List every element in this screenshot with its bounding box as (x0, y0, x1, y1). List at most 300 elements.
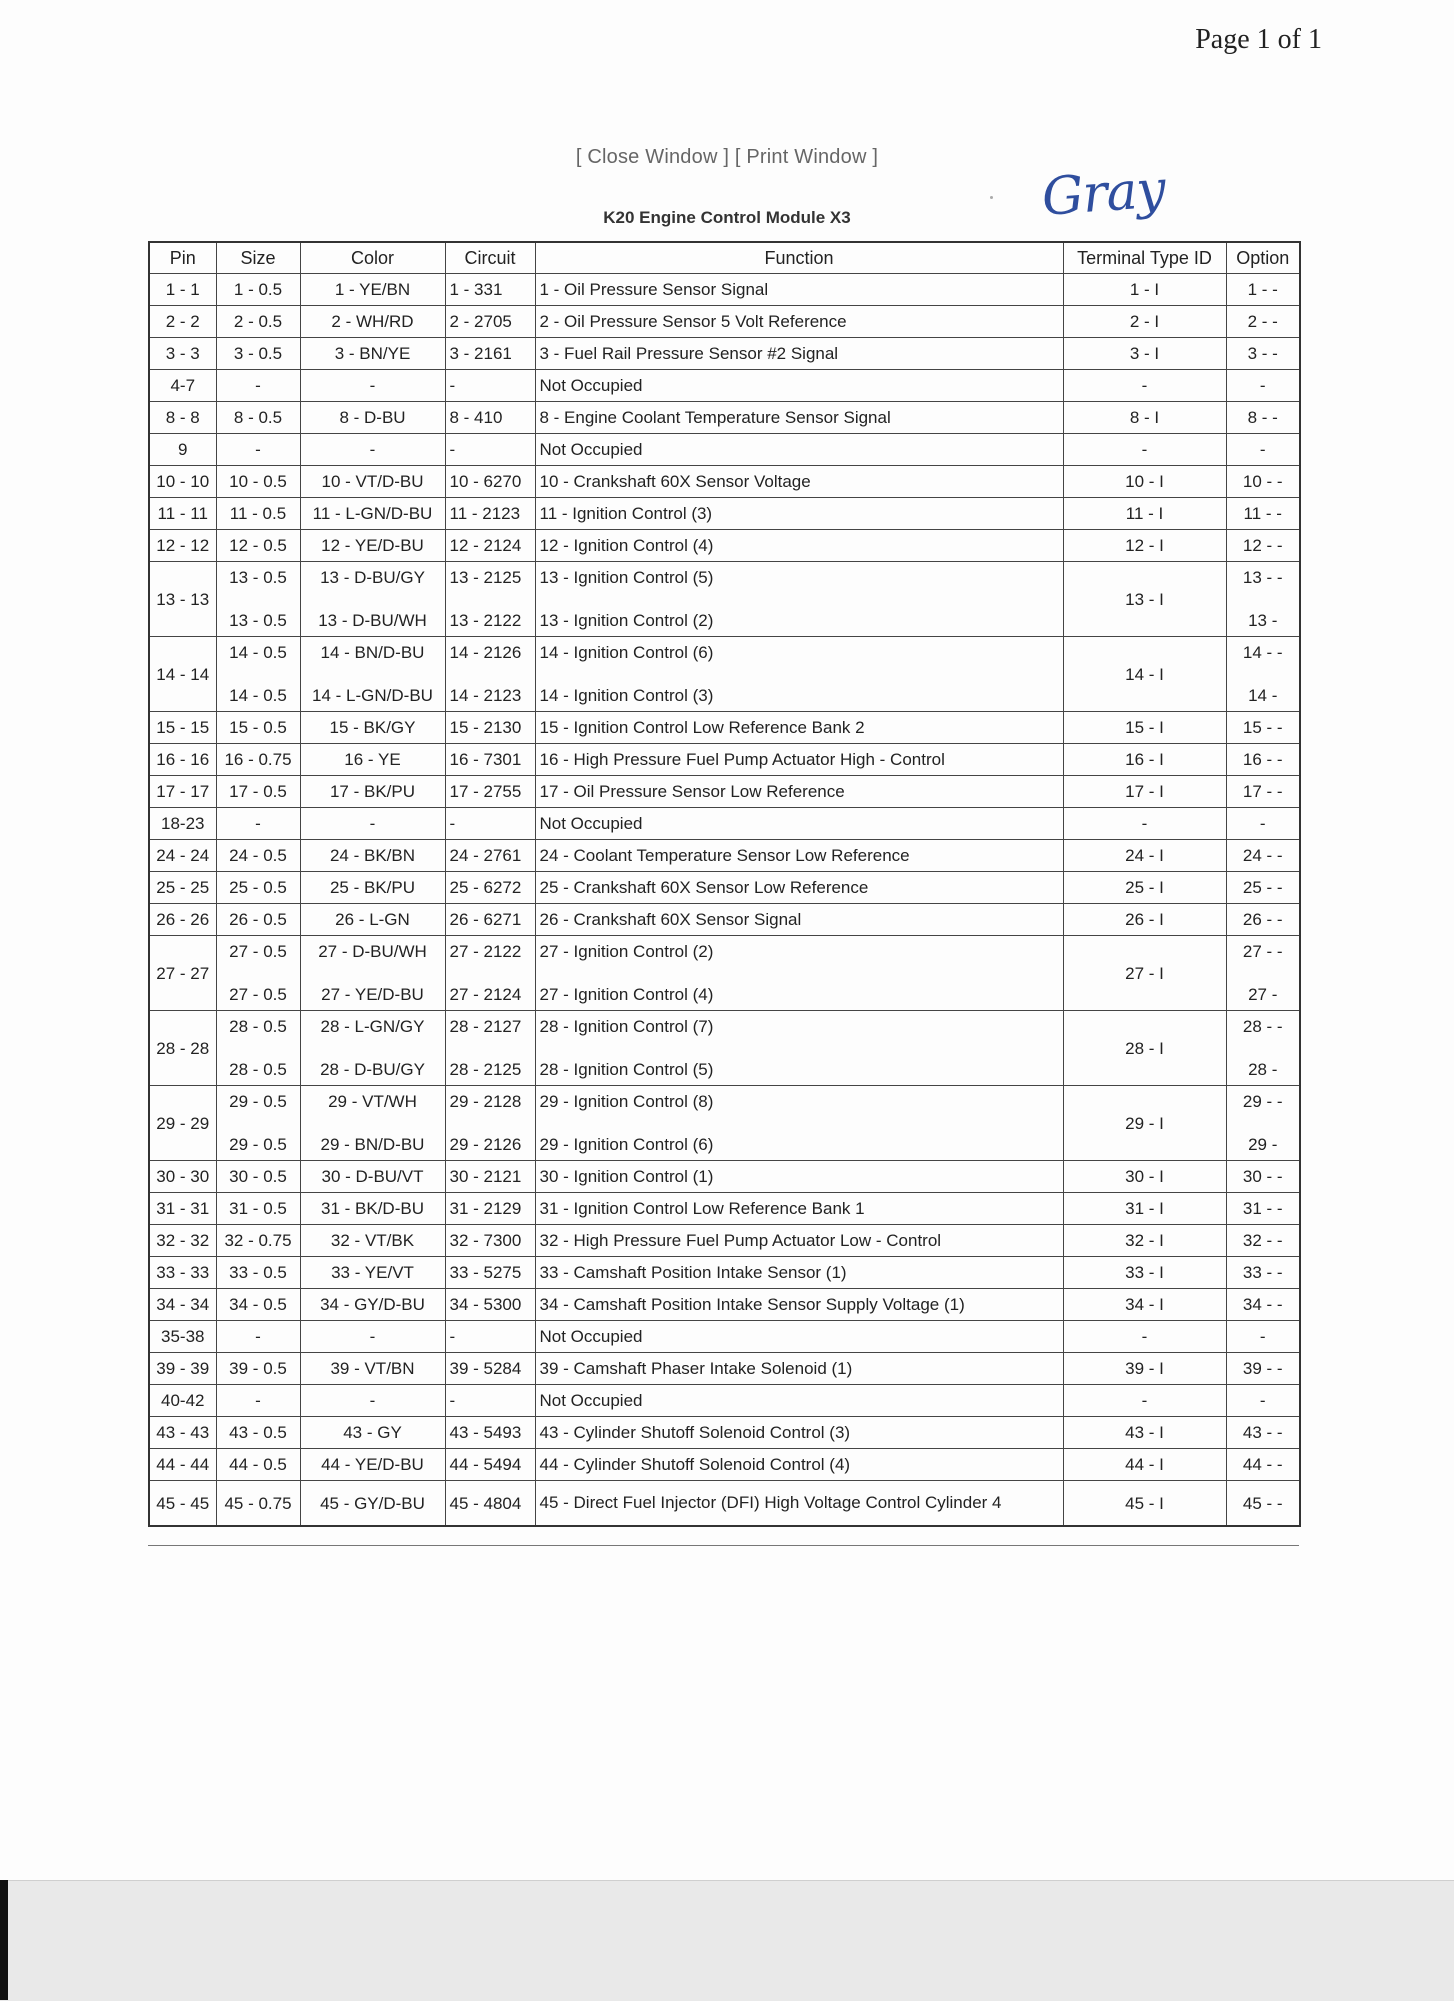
table-row (149, 1257, 1300, 1289)
print-window-link[interactable]: [ Print Window ] (734, 146, 879, 168)
cell-color (300, 1086, 445, 1161)
cell-circuit-line: 14 - 2123 (449, 686, 522, 705)
cell-function: 25 - Crankshaft 60X Sensor Low Reference (535, 872, 1063, 904)
cell-terminal-type-id: 29 - I (1063, 1086, 1226, 1161)
cell-option: 26 - - (1226, 904, 1300, 936)
table-bottom-rule (148, 1545, 1299, 1546)
cell-option: 2 - - (1226, 306, 1300, 338)
cell-terminal-type-id: 24 - I (1063, 840, 1226, 872)
cell-function: 45 - Direct Fuel Injector (DFI) High Voltage Control Cylinder 4 (535, 1481, 1063, 1527)
cell-function: Not Occupied (535, 1385, 1063, 1417)
cell-terminal-type-id: 44 - I (1063, 1449, 1226, 1481)
cell-circuit: 43 - 5493 (445, 1417, 535, 1449)
cell-pin: 29 - 29 (149, 1086, 216, 1161)
cell-size: 39 - 0.5 (216, 1353, 300, 1385)
cell-size: 32 - 0.75 (216, 1225, 300, 1257)
cell-function: 16 - High Pressure Fuel Pump Actuator High - Control (535, 744, 1063, 776)
cell-pin: 8 - 8 (149, 402, 216, 434)
cell-terminal-type-id: - (1063, 1321, 1226, 1353)
cell-function-line: 29 - Ignition Control (8) (539, 1092, 714, 1111)
cell-terminal-type-id: 25 - I (1063, 872, 1226, 904)
cell-option: 10 - - (1226, 466, 1300, 498)
table-row (149, 1193, 1300, 1225)
cell-option-line: 29 - (1248, 1135, 1278, 1154)
cell-size: 16 - 0.75 (216, 744, 300, 776)
cell-terminal-type-id: 3 - I (1063, 338, 1226, 370)
cell-circuit-line: 13 - 2122 (449, 611, 522, 630)
cell-function (535, 1086, 1063, 1161)
header-function: Function (535, 242, 1063, 274)
cell-size: 3 - 0.5 (216, 338, 300, 370)
cell-circuit: - (445, 1321, 535, 1353)
cell-terminal-type-id: - (1063, 434, 1226, 466)
cell-size-line: 27 - 0.5 (229, 942, 287, 961)
cell-color: 8 - D-BU (300, 402, 445, 434)
cell-color-line: 28 - D-BU/GY (320, 1060, 425, 1079)
cell-option (1226, 936, 1300, 1011)
cell-circuit: 26 - 6271 (445, 904, 535, 936)
cell-function: 12 - Ignition Control (4) (535, 530, 1063, 562)
cell-circuit (445, 637, 535, 712)
cell-size: 15 - 0.5 (216, 712, 300, 744)
cell-function (535, 562, 1063, 637)
cell-color: 33 - YE/VT (300, 1257, 445, 1289)
cell-color: 1 - YE/BN (300, 274, 445, 306)
cell-option: 31 - - (1226, 1193, 1300, 1225)
cell-terminal-type-id: 32 - I (1063, 1225, 1226, 1257)
close-window-link[interactable]: [ Close Window ] (575, 146, 730, 168)
table-row (149, 712, 1300, 744)
header-option: Option (1226, 242, 1300, 274)
cell-terminal-type-id: 43 - I (1063, 1417, 1226, 1449)
pinout-table (148, 241, 1301, 1527)
table-row (149, 1225, 1300, 1257)
cell-function: 32 - High Pressure Fuel Pump Actuator Low - Control (535, 1225, 1063, 1257)
cell-color: 15 - BK/GY (300, 712, 445, 744)
cell-option: 24 - - (1226, 840, 1300, 872)
cell-function: 39 - Camshaft Phaser Intake Solenoid (1) (535, 1353, 1063, 1385)
cell-color: - (300, 1321, 445, 1353)
cell-size: 17 - 0.5 (216, 776, 300, 808)
cell-function: 43 - Cylinder Shutoff Solenoid Control (3) (535, 1417, 1063, 1449)
cell-pin: 28 - 28 (149, 1011, 216, 1086)
cell-color (300, 936, 445, 1011)
cell-function: 30 - Ignition Control (1) (535, 1161, 1063, 1193)
cell-circuit: 39 - 5284 (445, 1353, 535, 1385)
cell-color: 45 - GY/D-BU (300, 1481, 445, 1527)
cell-pin: 27 - 27 (149, 936, 216, 1011)
cell-terminal-type-id: - (1063, 1385, 1226, 1417)
cell-circuit: 12 - 2124 (445, 530, 535, 562)
cell-pin: 17 - 17 (149, 776, 216, 808)
cell-option (1226, 637, 1300, 712)
scan-speck (990, 196, 993, 199)
cell-circuit-line: 29 - 2126 (449, 1135, 522, 1154)
cell-function: 8 - Engine Coolant Temperature Sensor Signal (535, 402, 1063, 434)
cell-color: 25 - BK/PU (300, 872, 445, 904)
cell-color-line: 28 - L-GN/GY (320, 1017, 425, 1036)
cell-color (300, 1011, 445, 1086)
cell-color: - (300, 434, 445, 466)
cell-color: 26 - L-GN (300, 904, 445, 936)
cell-circuit: 2 - 2705 (445, 306, 535, 338)
cell-function: 3 - Fuel Rail Pressure Sensor #2 Signal (535, 338, 1063, 370)
cell-option (1226, 1086, 1300, 1161)
cell-circuit: 3 - 2161 (445, 338, 535, 370)
cell-terminal-type-id: 27 - I (1063, 936, 1226, 1011)
cell-circuit-line: 29 - 2128 (449, 1092, 522, 1111)
cell-size: 44 - 0.5 (216, 1449, 300, 1481)
cell-terminal-type-id: 16 - I (1063, 744, 1226, 776)
table-row (149, 306, 1300, 338)
cell-color: - (300, 370, 445, 402)
cell-color: 16 - YE (300, 744, 445, 776)
cell-option-line: 14 - (1248, 686, 1278, 705)
cell-terminal-type-id: 33 - I (1063, 1257, 1226, 1289)
cell-option: 39 - - (1226, 1353, 1300, 1385)
table-row (149, 637, 1300, 712)
cell-pin: 16 - 16 (149, 744, 216, 776)
cell-pin: 25 - 25 (149, 872, 216, 904)
cell-color: 43 - GY (300, 1417, 445, 1449)
cell-option: 30 - - (1226, 1161, 1300, 1193)
cell-circuit-line: 13 - 2125 (449, 568, 522, 587)
window-links (0, 146, 1454, 169)
cell-option (1226, 562, 1300, 637)
table-row (149, 904, 1300, 936)
cell-function (535, 637, 1063, 712)
cell-pin: 24 - 24 (149, 840, 216, 872)
cell-terminal-type-id: 28 - I (1063, 1011, 1226, 1086)
cell-circuit (445, 562, 535, 637)
cell-option: - (1226, 1321, 1300, 1353)
cell-size: 2 - 0.5 (216, 306, 300, 338)
cell-option-line: 14 - - (1242, 643, 1283, 662)
cell-circuit: 17 - 2755 (445, 776, 535, 808)
cell-pin: 26 - 26 (149, 904, 216, 936)
cell-size (216, 1011, 300, 1086)
cell-pin: 32 - 32 (149, 1225, 216, 1257)
table-row (149, 1321, 1300, 1353)
cell-circuit: 34 - 5300 (445, 1289, 535, 1321)
cell-size: - (216, 1385, 300, 1417)
cell-function (535, 1011, 1063, 1086)
cell-function: 15 - Ignition Control Low Reference Bank 2 (535, 712, 1063, 744)
cell-size: - (216, 808, 300, 840)
handwritten-note (1040, 159, 1220, 248)
cell-circuit: - (445, 1385, 535, 1417)
cell-size (216, 1086, 300, 1161)
cell-circuit: 30 - 2121 (445, 1161, 535, 1193)
cell-color: 17 - BK/PU (300, 776, 445, 808)
cell-pin: 10 - 10 (149, 466, 216, 498)
table-row (149, 1011, 1300, 1086)
cell-size: 43 - 0.5 (216, 1417, 300, 1449)
table-row (149, 1161, 1300, 1193)
cell-color-line: 13 - D-BU/WH (318, 611, 427, 630)
cell-terminal-type-id: 14 - I (1063, 637, 1226, 712)
cell-size-line: 13 - 0.5 (229, 568, 287, 587)
cell-function-line: 13 - Ignition Control (5) (539, 568, 714, 587)
table-row (149, 744, 1300, 776)
cell-circuit: 10 - 6270 (445, 466, 535, 498)
cell-option-line: 13 - - (1242, 568, 1283, 587)
cell-color: 12 - YE/D-BU (300, 530, 445, 562)
cell-size-line: 28 - 0.5 (229, 1060, 287, 1079)
cell-function-line: 28 - Ignition Control (5) (539, 1060, 714, 1079)
cell-size: 34 - 0.5 (216, 1289, 300, 1321)
cell-option: 3 - - (1226, 338, 1300, 370)
header-pin: Pin (149, 242, 216, 274)
cell-terminal-type-id: 26 - I (1063, 904, 1226, 936)
cell-pin: 40-42 (149, 1385, 216, 1417)
cell-option: 11 - - (1226, 498, 1300, 530)
cell-pin: 3 - 3 (149, 338, 216, 370)
cell-pin: 11 - 11 (149, 498, 216, 530)
cell-function-line: 28 - Ignition Control (7) (539, 1017, 714, 1036)
cell-size: 31 - 0.5 (216, 1193, 300, 1225)
cell-terminal-type-id: 12 - I (1063, 530, 1226, 562)
cell-circuit: 24 - 2761 (445, 840, 535, 872)
cell-size-line: 14 - 0.5 (229, 643, 287, 662)
cell-color: 44 - YE/D-BU (300, 1449, 445, 1481)
table-row (149, 466, 1300, 498)
cell-option-line: 28 - - (1242, 1017, 1283, 1036)
cell-size-line: 27 - 0.5 (229, 985, 287, 1004)
cell-option-line: 27 - - (1242, 942, 1283, 961)
cell-size: 8 - 0.5 (216, 402, 300, 434)
table-row (149, 936, 1300, 1011)
cell-color: 24 - BK/BN (300, 840, 445, 872)
cell-size: 25 - 0.5 (216, 872, 300, 904)
cell-pin: 44 - 44 (149, 1449, 216, 1481)
cell-size: 33 - 0.5 (216, 1257, 300, 1289)
cell-terminal-type-id: 39 - I (1063, 1353, 1226, 1385)
cell-terminal-type-id: - (1063, 370, 1226, 402)
cell-circuit: 11 - 2123 (445, 498, 535, 530)
cell-circuit-line: 28 - 2125 (449, 1060, 522, 1079)
cell-pin: 31 - 31 (149, 1193, 216, 1225)
cell-size (216, 936, 300, 1011)
table-row (149, 1086, 1300, 1161)
cell-size: - (216, 434, 300, 466)
cell-size-line: 14 - 0.5 (229, 686, 287, 705)
cell-color: 31 - BK/D-BU (300, 1193, 445, 1225)
cell-function: 44 - Cylinder Shutoff Solenoid Control (4) (535, 1449, 1063, 1481)
cell-terminal-type-id: 11 - I (1063, 498, 1226, 530)
cell-pin: 43 - 43 (149, 1417, 216, 1449)
cell-color-line: 13 - D-BU/GY (320, 568, 425, 587)
cell-color: 30 - D-BU/VT (300, 1161, 445, 1193)
cell-pin: 18-23 (149, 808, 216, 840)
cell-circuit: 33 - 5275 (445, 1257, 535, 1289)
cell-size: 10 - 0.5 (216, 466, 300, 498)
cell-option: 44 - - (1226, 1449, 1300, 1481)
cell-color-line: 14 - L-GN/D-BU (312, 686, 433, 705)
cell-terminal-type-id: 30 - I (1063, 1161, 1226, 1193)
cell-size: 12 - 0.5 (216, 530, 300, 562)
cell-function-line: 14 - Ignition Control (6) (539, 643, 714, 662)
cell-pin: 14 - 14 (149, 637, 216, 712)
cell-circuit: - (445, 808, 535, 840)
cell-size: - (216, 370, 300, 402)
handwritten-note-text: Gray (1040, 159, 1167, 228)
cell-circuit: 16 - 7301 (445, 744, 535, 776)
cell-option-line: 28 - (1248, 1060, 1278, 1079)
table-row (149, 1289, 1300, 1321)
cell-pin: 9 (149, 434, 216, 466)
cell-circuit: 1 - 331 (445, 274, 535, 306)
cell-color: 39 - VT/BN (300, 1353, 445, 1385)
cell-pin: 2 - 2 (149, 306, 216, 338)
table-row (149, 872, 1300, 904)
cell-pin: 1 - 1 (149, 274, 216, 306)
cell-option: - (1226, 1385, 1300, 1417)
cell-option-line: 29 - - (1242, 1092, 1283, 1111)
cell-option: - (1226, 808, 1300, 840)
cell-size: - (216, 1321, 300, 1353)
cell-option: 16 - - (1226, 744, 1300, 776)
cell-function (535, 936, 1063, 1011)
table-row (149, 498, 1300, 530)
cell-circuit: 31 - 2129 (445, 1193, 535, 1225)
cell-color: - (300, 1385, 445, 1417)
cell-circuit (445, 936, 535, 1011)
cell-color: 32 - VT/BK (300, 1225, 445, 1257)
cell-function-line: 27 - Ignition Control (2) (539, 942, 714, 961)
page-number: Page 1 of 1 (1195, 24, 1322, 55)
cell-option: 8 - - (1226, 402, 1300, 434)
cell-circuit: 45 - 4804 (445, 1481, 535, 1527)
cell-pin: 39 - 39 (149, 1353, 216, 1385)
cell-size-line: 28 - 0.5 (229, 1017, 287, 1036)
cell-function: Not Occupied (535, 370, 1063, 402)
cell-function: 26 - Crankshaft 60X Sensor Signal (535, 904, 1063, 936)
cell-option: 15 - - (1226, 712, 1300, 744)
cell-color-line: 27 - YE/D-BU (321, 985, 424, 1004)
cell-terminal-type-id: 13 - I (1063, 562, 1226, 637)
table-row (149, 1449, 1300, 1481)
cell-circuit-line: 27 - 2124 (449, 985, 522, 1004)
table-row (149, 434, 1300, 466)
cell-pin: 12 - 12 (149, 530, 216, 562)
cell-circuit: 44 - 5494 (445, 1449, 535, 1481)
cell-circuit-line: 27 - 2122 (449, 942, 522, 961)
table-row (149, 530, 1300, 562)
cell-circuit: - (445, 434, 535, 466)
table-body (149, 274, 1300, 1527)
cell-function-line: 29 - Ignition Control (6) (539, 1135, 714, 1154)
cell-pin: 30 - 30 (149, 1161, 216, 1193)
cell-function: Not Occupied (535, 434, 1063, 466)
cell-color (300, 562, 445, 637)
cell-color-line: 14 - BN/D-BU (320, 643, 425, 662)
cell-option: 17 - - (1226, 776, 1300, 808)
scanner-bed-edge (0, 1880, 1454, 2001)
table-row (149, 1353, 1300, 1385)
pinout-table-container (148, 241, 1299, 1527)
cell-option: 43 - - (1226, 1417, 1300, 1449)
cell-terminal-type-id: 34 - I (1063, 1289, 1226, 1321)
cell-option (1226, 1011, 1300, 1086)
cell-color: 3 - BN/YE (300, 338, 445, 370)
cell-color-line: 27 - D-BU/WH (318, 942, 427, 961)
cell-circuit-line: 28 - 2127 (449, 1017, 522, 1036)
cell-color: - (300, 808, 445, 840)
table-row (149, 274, 1300, 306)
cell-size: 1 - 0.5 (216, 274, 300, 306)
cell-pin: 33 - 33 (149, 1257, 216, 1289)
table-row (149, 402, 1300, 434)
cell-function: 34 - Camshaft Position Intake Sensor Supply Voltage (1) (535, 1289, 1063, 1321)
cell-color: 10 - VT/D-BU (300, 466, 445, 498)
cell-terminal-type-id: 8 - I (1063, 402, 1226, 434)
cell-size: 11 - 0.5 (216, 498, 300, 530)
header-size: Size (216, 242, 300, 274)
cell-size-line: 29 - 0.5 (229, 1135, 287, 1154)
document-title: K20 Engine Control Module X3 (603, 208, 851, 227)
table-row (149, 808, 1300, 840)
table-header-row (149, 242, 1300, 274)
cell-size: 45 - 0.75 (216, 1481, 300, 1527)
table-row (149, 1385, 1300, 1417)
cell-circuit: 15 - 2130 (445, 712, 535, 744)
cell-option: 32 - - (1226, 1225, 1300, 1257)
cell-option: 12 - - (1226, 530, 1300, 562)
cell-option: - (1226, 434, 1300, 466)
cell-function: 24 - Coolant Temperature Sensor Low Reference (535, 840, 1063, 872)
cell-circuit (445, 1086, 535, 1161)
cell-pin: 34 - 34 (149, 1289, 216, 1321)
cell-circuit (445, 1011, 535, 1086)
cell-terminal-type-id: 1 - I (1063, 274, 1226, 306)
table-row (149, 1481, 1300, 1527)
cell-function: 33 - Camshaft Position Intake Sensor (1) (535, 1257, 1063, 1289)
cell-terminal-type-id: 15 - I (1063, 712, 1226, 744)
cell-color-line: 29 - VT/WH (328, 1092, 417, 1111)
cell-size (216, 637, 300, 712)
cell-function: Not Occupied (535, 808, 1063, 840)
table-row (149, 776, 1300, 808)
cell-terminal-type-id: 10 - I (1063, 466, 1226, 498)
cell-circuit: 8 - 410 (445, 402, 535, 434)
cell-terminal-type-id: 17 - I (1063, 776, 1226, 808)
cell-pin: 45 - 45 (149, 1481, 216, 1527)
table-row (149, 370, 1300, 402)
cell-terminal-type-id: 45 - I (1063, 1481, 1226, 1527)
cell-function-line: 14 - Ignition Control (3) (539, 686, 714, 705)
cell-size (216, 562, 300, 637)
cell-function: 10 - Crankshaft 60X Sensor Voltage (535, 466, 1063, 498)
cell-pin: 35-38 (149, 1321, 216, 1353)
cell-color (300, 637, 445, 712)
cell-color: 2 - WH/RD (300, 306, 445, 338)
header-terminal-type-id: Terminal Type ID (1063, 242, 1226, 274)
cell-terminal-type-id: 2 - I (1063, 306, 1226, 338)
cell-size-line: 13 - 0.5 (229, 611, 287, 630)
cell-color: 11 - L-GN/D-BU (300, 498, 445, 530)
cell-option-line: 13 - (1248, 611, 1278, 630)
cell-function: 31 - Ignition Control Low Reference Bank 1 (535, 1193, 1063, 1225)
cell-color-line: 29 - BN/D-BU (320, 1135, 425, 1154)
cell-option: 34 - - (1226, 1289, 1300, 1321)
table-row (149, 840, 1300, 872)
cell-function: 17 - Oil Pressure Sensor Low Reference (535, 776, 1063, 808)
header-color: Color (300, 242, 445, 274)
cell-circuit: 32 - 7300 (445, 1225, 535, 1257)
cell-circuit: - (445, 370, 535, 402)
cell-circuit-line: 14 - 2126 (449, 643, 522, 662)
